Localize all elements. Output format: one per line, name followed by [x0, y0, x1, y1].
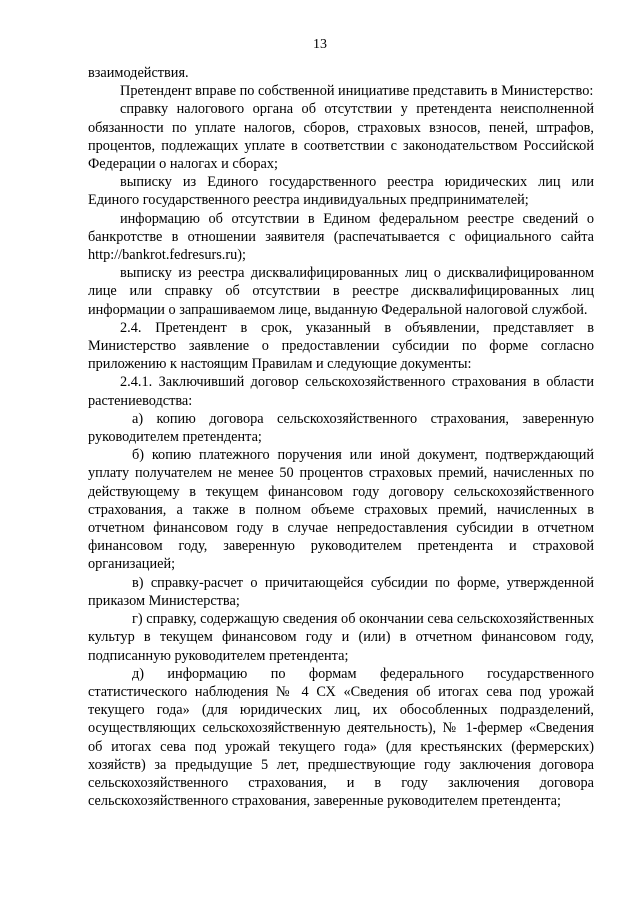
paragraph-disqualification-extract: выписку из реестра дисквалифицированных лиц о дисквалифицированном лице или справку об отсутствии в реестре дисквалифицированных лиц информации о запрашиваемом лице, выданную Федеральной налоговой службой. [88, 265, 594, 318]
document-body [88, 64, 594, 810]
paragraph-applicant-may-submit: Претендент вправе по собственной инициативе представить в Министерство: [120, 83, 594, 100]
page-number: 13 [313, 37, 327, 52]
paragraph-bankruptcy-info: информацию об отсутствии в Едином федеральном реестре сведений о банкротстве в отношении заявителя (распечатывается с официального сайта http://bankrot.fedresurs.ru); [88, 210, 594, 264]
paragraph-tax-certificate: справку налогового органа об отсутствии у претендента неисполненной обязанности по уплате налогов, сборов, страховых взносов, пеней, штрафов, процентов, подлежащих уплате в соответствии с законодательством Российской Федерации о налогах и сборах; [88, 101, 594, 173]
paragraph-section-2-4-1: 2.4.1. Заключивший договор сельскохозяйственного страхования в области растениеводства: [88, 374, 594, 409]
paragraph-item-d: д) информацию по формам федерального государственного статистического наблюдения № 4 СХ «Сведения об итогах сева под урожай текущего года» (для юридических лиц, их обособленных подразделений, осуществляющих сельскохозяйственную деятельность), № 1-фермер «Сведения об итогах сева под урожай текущего года» (для крестьянских (фермерских) хозяйств) за предыдущие 5 лет, предшествующие году заключения договора сельскохозяйственного страхования, и в году заключения договора сельскохозяйственного страхования, заверенные руководителем претендента; [88, 665, 594, 810]
paragraph-registry-extract: выписку из Единого государственного реестра юридических лиц или Единого государственного реестра индивидуальных предпринимателей; [88, 174, 594, 209]
paragraph-item-g: г) справку, содержащую сведения об окончании сева сельскохозяйственных культур в текущем финансовом году и (или) в отчетном финансовом году, подписанную руководителем претендента; [88, 611, 594, 664]
paragraph-item-b: б) копию платежного поручения или иной документ, подтверждающий уплату получателем не менее 50 процентов страховых премий, начисленных по действующему в текущем финансовом году договору сельскохозяйственного страхования, а также в полном объеме страховых премий, начисленных в отчетном финансовом году в случае непредоставления субсидии в отчетном финансовом году, заверенную руководителем претендента и страховой организацией; [88, 447, 594, 573]
paragraph-continuation: взаимодействия. [88, 65, 189, 81]
paragraph-section-2-4: 2.4. Претендент в срок, указанный в объявлении, представляет в Министерство заявление о предоставлении субсидии по форме согласно приложению к настоящим Правилам и следующие документы: [88, 319, 594, 373]
paragraph-item-v: в) справку-расчет о причитающейся субсидии по форме, утвержденной приказом Министерства; [88, 574, 594, 609]
paragraph-item-a: а) копию договора сельскохозяйственного страхования, заверенную руководителем претендента; [88, 410, 594, 446]
